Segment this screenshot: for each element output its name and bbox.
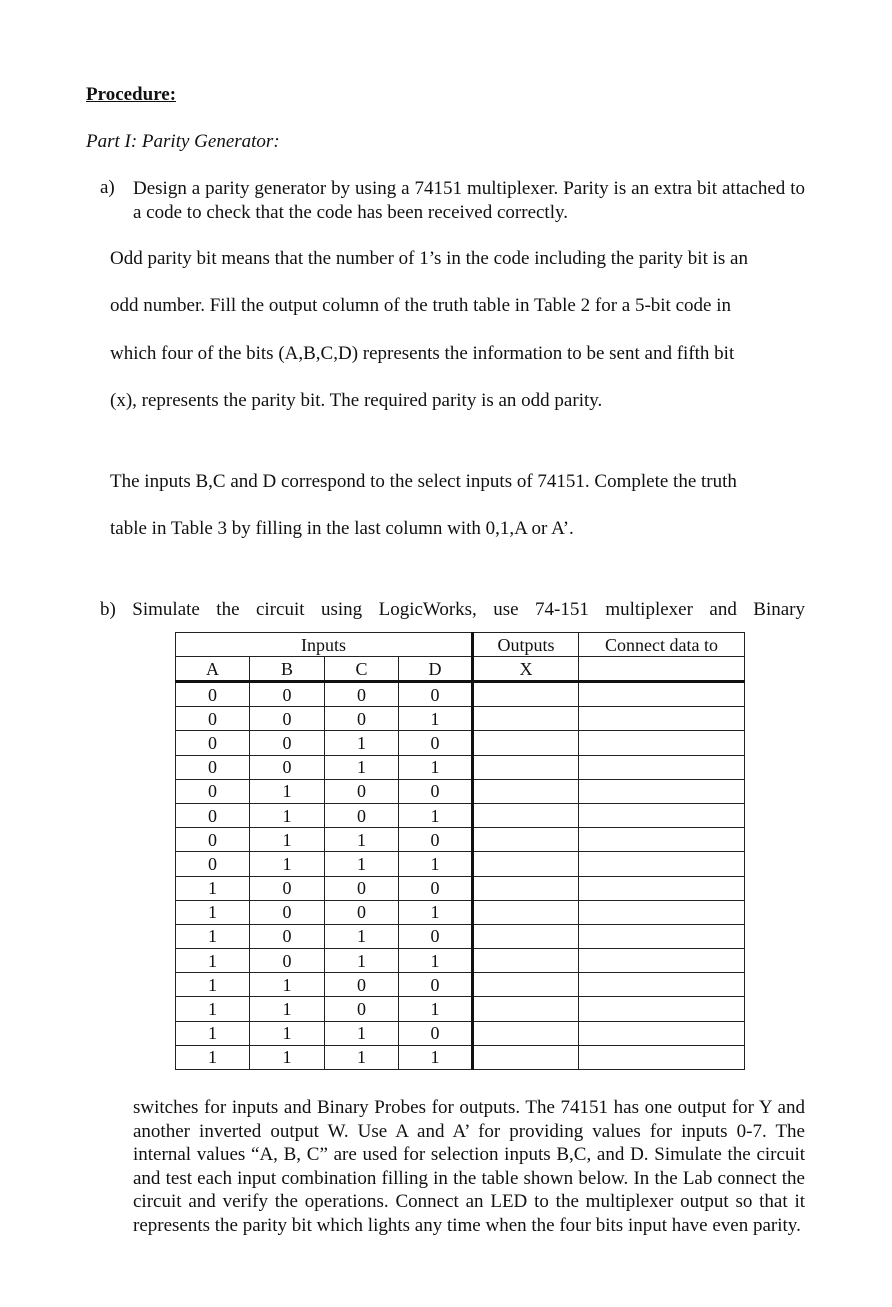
input-cell-b: 0 [250,924,325,948]
input-cell-b: 0 [250,755,325,779]
input-cell-a: 1 [176,973,250,997]
input-cell-d: 0 [399,731,473,755]
input-cell-a: 1 [176,949,250,973]
input-cell-b: 0 [250,900,325,924]
input-cell-d: 1 [399,755,473,779]
connect-data-cell [579,1045,745,1069]
connect-data-cell [579,803,745,827]
connect-data-cell [579,1021,745,1045]
connect-data-cell [579,852,745,876]
table-row [176,707,745,731]
table-row [176,731,745,755]
part-title: Part I: Parity Generator: [86,131,280,152]
input-cell-a: 1 [176,924,250,948]
input-cell-a: 1 [176,1021,250,1045]
input-cell-c: 1 [325,1021,399,1045]
input-cell-a: 1 [176,876,250,900]
paragraph-line: (x), represents the parity bit. The required parity is an odd parity. [110,390,603,411]
column-header-x: X [473,657,579,682]
paragraph-line: odd number. Fill the output column of the truth table in Table 2 for a 5-bit code in [110,295,731,316]
input-cell-d: 1 [399,707,473,731]
item-b-text: b) Simulate the circuit using LogicWorks, use 74-151 multiplexer and Binary [100,599,805,620]
paragraph-line: table in Table 3 by filling in the last column with 0,1,A or A’. [110,518,574,539]
connect-data-cell [579,876,745,900]
table-row [176,755,745,779]
connect-data-cell [579,828,745,852]
output-cell-x [473,803,579,827]
input-cell-d: 1 [399,1045,473,1069]
input-cell-d: 1 [399,949,473,973]
output-cell-x [473,900,579,924]
column-header-b: B [250,657,325,682]
input-cell-a: 0 [176,682,250,707]
input-cell-b: 0 [250,707,325,731]
input-cell-a: 1 [176,900,250,924]
input-cell-b: 1 [250,1045,325,1069]
connect-data-cell [579,707,745,731]
output-cell-x [473,1045,579,1069]
input-cell-c: 0 [325,900,399,924]
table-row [176,876,745,900]
connect-group-header: Connect data to [579,633,745,657]
connect-data-cell [579,755,745,779]
input-cell-b: 0 [250,949,325,973]
input-cell-a: 1 [176,997,250,1021]
input-cell-b: 1 [250,997,325,1021]
input-cell-c: 1 [325,924,399,948]
input-cell-a: 0 [176,852,250,876]
input-cell-a: 0 [176,803,250,827]
output-cell-x [473,755,579,779]
input-cell-a: 0 [176,731,250,755]
table-group-header-row [176,633,745,657]
table-row [176,828,745,852]
outputs-group-header: Outputs [473,633,579,657]
connect-data-cell [579,973,745,997]
table-row [176,852,745,876]
input-cell-c: 0 [325,973,399,997]
bottom-paragraph: switches for inputs and Binary Probes for outputs. The 74151 has one output for Y and another inverted output W. Use A and A’ for providing values for inputs 0-7. The internal values “A, B, C” are used for selection inputs B,C, and D. Simulate the circuit and test each input combination filling in the table shown below. In the Lab connect the circuit and verify the operations. Connect an LED to the multiplexer output so that it represents the parity bit which lights any time when the four bits input have even parity. [133,1097,805,1236]
input-cell-b: 1 [250,803,325,827]
output-cell-x [473,1021,579,1045]
input-cell-c: 0 [325,779,399,803]
output-cell-x [473,707,579,731]
input-cell-d: 0 [399,973,473,997]
input-cell-c: 0 [325,876,399,900]
input-cell-d: 0 [399,828,473,852]
table-row [176,973,745,997]
input-cell-c: 0 [325,997,399,1021]
input-cell-d: 1 [399,997,473,1021]
procedure-heading: Procedure: [86,84,177,105]
output-cell-x [473,731,579,755]
table-column-header-row [176,657,745,682]
input-cell-d: 0 [399,876,473,900]
input-cell-c: 1 [325,828,399,852]
input-cell-c: 1 [325,852,399,876]
output-cell-x [473,852,579,876]
input-cell-c: 1 [325,949,399,973]
paragraph-line: which four of the bits (A,B,C,D) represents the information to be sent and fifth bit [110,343,735,364]
table-row [176,779,745,803]
table-row [176,682,745,707]
output-cell-x [473,997,579,1021]
output-cell-x [473,973,579,997]
input-cell-a: 0 [176,707,250,731]
input-cell-b: 0 [250,682,325,707]
output-cell-x [473,876,579,900]
input-cell-c: 1 [325,1045,399,1069]
column-header-c: C [325,657,399,682]
item-a-text: Design a parity generator by using a 74151 multiplexer. Parity is an extra bit attached to a code to check that the code has been received correctly. [133,178,805,223]
connect-data-cell [579,924,745,948]
paragraph-line: Odd parity bit means that the number of 1’s in the code including the parity bit is an [110,248,748,269]
table-row [176,803,745,827]
input-cell-d: 1 [399,803,473,827]
column-header-a: A [176,657,250,682]
truth-table [175,632,745,1070]
table-row [176,900,745,924]
table-row [176,997,745,1021]
inputs-group-header: Inputs [176,633,473,657]
input-cell-d: 1 [399,900,473,924]
input-cell-c: 1 [325,755,399,779]
column-header-d: D [399,657,473,682]
input-cell-d: 0 [399,682,473,707]
input-cell-d: 0 [399,1021,473,1045]
output-cell-x [473,924,579,948]
input-cell-a: 0 [176,755,250,779]
input-cell-d: 1 [399,852,473,876]
connect-data-cell [579,682,745,707]
input-cell-b: 0 [250,876,325,900]
input-cell-b: 1 [250,828,325,852]
connect-data-cell [579,731,745,755]
table-row [176,924,745,948]
input-cell-d: 0 [399,924,473,948]
input-cell-c: 0 [325,682,399,707]
input-cell-a: 1 [176,1045,250,1069]
connect-data-cell [579,900,745,924]
input-cell-a: 0 [176,779,250,803]
output-cell-x [473,779,579,803]
input-cell-a: 0 [176,828,250,852]
paragraph-line: The inputs B,C and D correspond to the select inputs of 74151. Complete the truth [110,471,737,492]
output-cell-x [473,682,579,707]
table-row [176,1045,745,1069]
input-cell-c: 0 [325,803,399,827]
input-cell-b: 1 [250,779,325,803]
column-header-connect [579,657,745,682]
item-a-marker: a) [100,177,115,198]
connect-data-cell [579,949,745,973]
output-cell-x [473,828,579,852]
table-row [176,1021,745,1045]
input-cell-b: 1 [250,973,325,997]
input-cell-b: 1 [250,852,325,876]
output-cell-x [473,949,579,973]
table-row [176,949,745,973]
input-cell-b: 1 [250,1021,325,1045]
connect-data-cell [579,997,745,1021]
input-cell-d: 0 [399,779,473,803]
input-cell-c: 1 [325,731,399,755]
connect-data-cell [579,779,745,803]
input-cell-c: 0 [325,707,399,731]
input-cell-b: 0 [250,731,325,755]
